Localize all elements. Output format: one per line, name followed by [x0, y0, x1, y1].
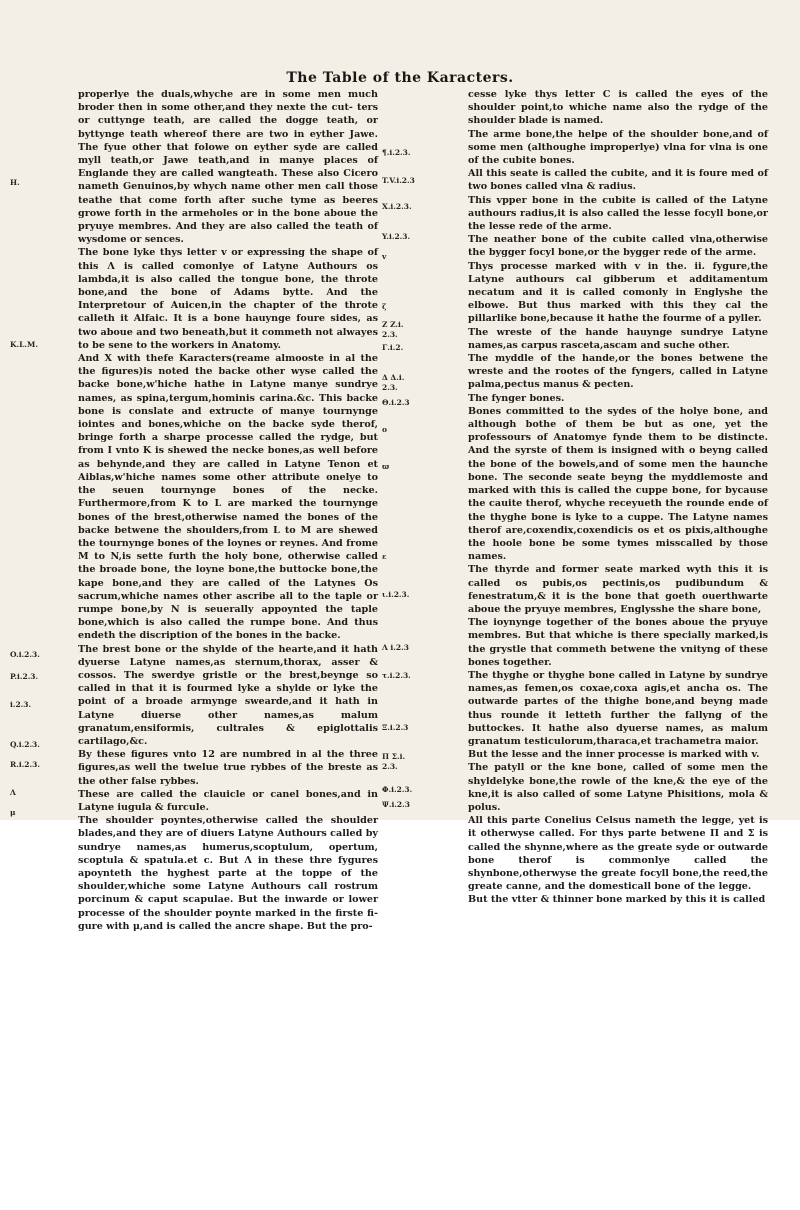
margin-note: τ.i.2.3. — [382, 671, 411, 680]
margin-note: 2.3. — [382, 330, 398, 339]
margin-note: Y.i.2.3. — [382, 232, 411, 241]
right-paragraph-5: The neather bone of the cubite called vlna,otherwise the bygger focyl bone,or the bygger rede of the arme. — [468, 234, 768, 259]
right-paragraph-10: Bones committed to the sydes of the holye bone, and although bothe of them be but as one, yet the professours of Anatomye fynde them to be distincte. And the syrste of them is insigned with o beyng called the bone of the bowels,and of some men the haunche bone. The seconde seate beyng the myddlemoste and marked with this is called the cuppe bone, for bycause the cauite therof, whyche receyueth the rounde ende of the thyghe bone is lyke to a cuppe. The Latyne names therof are,coxendix,coxendicis os et os pixis,althoughe the hoole bone be some tymes misscalled by those names. — [468, 405, 768, 563]
margin-note: P.i.2.3. — [10, 672, 39, 681]
margin-note: μ — [10, 808, 16, 817]
left-paragraph-7: The shoulder poyntes,otherwise called the shoulder blades,and they are of diuers Latyne Authours called by sundrye names,as humerus,scoptulum, opertum, scoptula & spatula.et c. But Λ in these thre fygures apoynteth the hyghest parte at the toppe of the shoulder,whiche some Latyne Authours call rostrum porcinum & caput scapulae. But the inwarde or lower processe of the shoulder poynte marked in the firste fi- gure with μ,and is called the ancre shape. But the pro- — [78, 815, 378, 932]
margin-note: o — [382, 425, 388, 434]
left-paragraph-3: And X with thefe Karacters(reame almooste in al the the figures)is noted the backe other wyse called the backe bone,w'hiche hathe in Latyne manye sundrye names, as spina,tergum,hominis carina.&c. This backe bone is conslate and extructe of manye tournynge iointes and bones,whiche on the backe syde therof, bringe forth a sharpe processe called the rydge, but from I vnto K is shewed the necke bones,as well before as behynde,and they are called in Latyne Tenon et Aiblas,w'hiche names some other attribute onelye to the seuen tournynge bones of the necke. Furthermore,from K to L are marked the tournynge bones of the brest,otherwise named the bones of the backe betwene the shoulders,from L to M are shewed the tournynge bones of the loynes or reynes. And frome M to N,is sette furth the holy bone, otherwise called the broade bone, the loyne bone,the buttocke bone,the kape bone,and they are called of the Latynes Os sacrum,whiche names other ascribe all to the taple or rumpe bone,by N is seuerally appoynted the taple bone,which is also called the rumpe bone. And thus endeth the discription of the bones in the backe. — [78, 353, 378, 642]
margin-note: Γ.i.2. — [382, 343, 404, 352]
right-paragraph-13: The thyghe or thyghe bone called in Latyne by sundrye names,as femen,os coxae,coxa agis,et ancha os. The outwarde partes of the thighe bone,and beyng made thus rounde it letteth further the fallyng of the buttockes. It hathe also dyuerse names, as malum granatum testiculorum,tharaca,et trachametra maior. — [468, 669, 768, 747]
margin-note: Ξ.i.2.3 — [382, 723, 409, 732]
margin-note: Δ Δ.i. — [382, 373, 405, 382]
margin-note: v — [382, 252, 387, 261]
margin-note: ι.i.2.3. — [382, 590, 410, 599]
right-paragraph-3: All this seate is called the cubite, and it is foure med of two bones called vlna & radius. — [468, 168, 768, 193]
left-column — [78, 88, 378, 932]
margin-note: Θ.i.2.3 — [382, 398, 410, 407]
margin-note: O.i.2.3. — [10, 650, 40, 659]
right-paragraph-14: But the lesse and the inner processe is marked with v. — [468, 749, 760, 761]
margin-note: X.i.2.3. — [382, 202, 412, 211]
right-paragraph-6: Thys processe marked with v in the. ii. fygure,the Latyne authours cal gibberum et additamentum necatum and it is called comonly in Englyshe the elbowe. But thus marked with this they cal the pillarlike bone,because it hathe the fourme of a pyller. — [468, 260, 768, 325]
right-paragraph-12: The ioynynge together of the bones aboue the pryuye membres. But that whiche is there specially marked,is the grystle that commeth betwene the vnityng of these bones together. — [468, 617, 768, 668]
margin-note: Λ i.2.3 — [382, 643, 409, 652]
margin-note: H. — [10, 178, 20, 187]
margin-note: Π Σ.i. — [382, 752, 406, 761]
left-paragraph-6: These are called the clauicle or canel bones,and in Latyne iugula & furcule. — [78, 788, 378, 813]
margin-note: ζ — [382, 302, 387, 311]
margin-note: R.i.2.3. — [10, 760, 40, 769]
margin-note: 2.3. — [382, 762, 398, 771]
right-paragraph-16: All this parte Conelius Celsus nameth the legge, yet is it otherwyse called. For thys parte betwene Π and Σ is called the shynne,where as the greate syde or outwarde bone therof is commonlye called the shynbone,otherwyse the greate focyll bone,the reed,the greate canne, and the domesticall bone of the legge. — [468, 815, 768, 893]
margin-note: ¶.i.2.3. — [382, 148, 411, 157]
margin-note: ϖ — [382, 462, 390, 471]
margin-note: 2.3. — [382, 383, 398, 392]
right-paragraph-11: The thyrde and former seate marked wyth this it is called os pubis,os pectinis,os pudibundum & fenestratum,& it is the bone that goeth ouerthwarte aboue the pryuye membres, Englysshe the share bone, — [468, 564, 768, 615]
right-paragraph-8: The myddle of the hande,or the bones betwene the wreste and the rootes of the fyngers, called in Latyne palma,pectus manus & pecten. — [468, 353, 768, 391]
right-paragraph-9: The fynger bones. — [468, 392, 565, 404]
right-column — [468, 88, 768, 906]
margin-note: K.L.M. — [10, 340, 38, 349]
margin-note: Ψ.i.2.3 — [382, 800, 410, 809]
margin-note: Λ — [10, 788, 16, 797]
page-title: The Table of the Karacters. — [286, 70, 514, 86]
right-paragraph-4: This vpper bone in the cubite is called of the Latyne authours radius,it is also called the lesse focyll bone,or the lesse rede of the arme. — [468, 194, 768, 233]
left-paragraph-5: By these figures vnto 12 are numbred in al the three figures,as well the twelue true rybbes of the breste as the other false rybbes. — [78, 749, 378, 787]
left-paragraph-1: properlye the duals,whyche are in some men much broder then in some other,and they nexte the cut- ters or cuttynge teath, are called the dogge teath, or byttynge teath whereof there are two in eyther Jawe. The fyue other that folowe on eyther syde are called myll teath,or Jawe teath,and in manye places of Englande they are called wangteath. These also Cicero nameth Genuinos,by whych name other men call those teathe that come forth after suche tyme as beeres growe forth in the armeholes or in the bone aboue the pryuye membres. And they are also called the teath of wysdome or sences. — [78, 89, 378, 246]
margin-note: i.2.3. — [10, 700, 32, 709]
margin-note: ε — [382, 552, 387, 561]
right-paragraph-17: But the vtter & thinner bone marked by this it is called — [468, 894, 766, 906]
margin-note: T.V.i.2.3 — [382, 176, 415, 185]
right-paragraph-2: The arme bone,the helpe of the shoulder bone,and of some men (althoughe improperlye) vlna for vlna is one of the cubite bones. — [468, 128, 768, 167]
left-paragraph-2: The bone lyke thys letter v or expressing the shape of this Λ is called comonlye of Latyne Authours os lambda,it is also called the tongue bone, the throte bone,and the bone of Adams bytte. And the Interpretour of Auicen,in the chapter of the throte calleth it Alfaic. It is a bone hauynge foure sides, as two aboue and two beneath,but it commeth not alwayes to be sene to the workers in Anatomy. — [78, 247, 378, 351]
margin-note: Z Z.i. — [382, 320, 404, 329]
margin-note: Φ.i.2.3. — [382, 785, 413, 794]
left-paragraph-4: The brest bone or the shylde of the hearte,and it hath dyuerse Latyne names,as sternum,thorax, asser & cossos. The swerdye gristle or the brest,beynge so called in that it is fourmed lyke a shylde or lyke the point of a broade armynge swearde,and it hath in Latyne diuerse other names,as malum granatum,ensiformis, cultrales & epiglottalis cartilago,&c. — [78, 643, 378, 747]
right-paragraph-1: cesse lyke thys letter C is called the eyes of the shoulder point,to whiche name also the rydge of the shoulder blade is named. — [468, 89, 768, 127]
margin-note: Q.i.2.3. — [10, 740, 40, 749]
right-paragraph-15: The patyll or the kne bone, called of some men the shyldelyke bone,the rowle of the kne,& the eye of the kne,it is also called of some Latyne Phisitions, mola & polus. — [468, 762, 768, 813]
right-paragraph-7: The wreste of the hande hauynge sundrye Latyne names,as carpus rasceta,ascam and suche other. — [468, 326, 768, 351]
